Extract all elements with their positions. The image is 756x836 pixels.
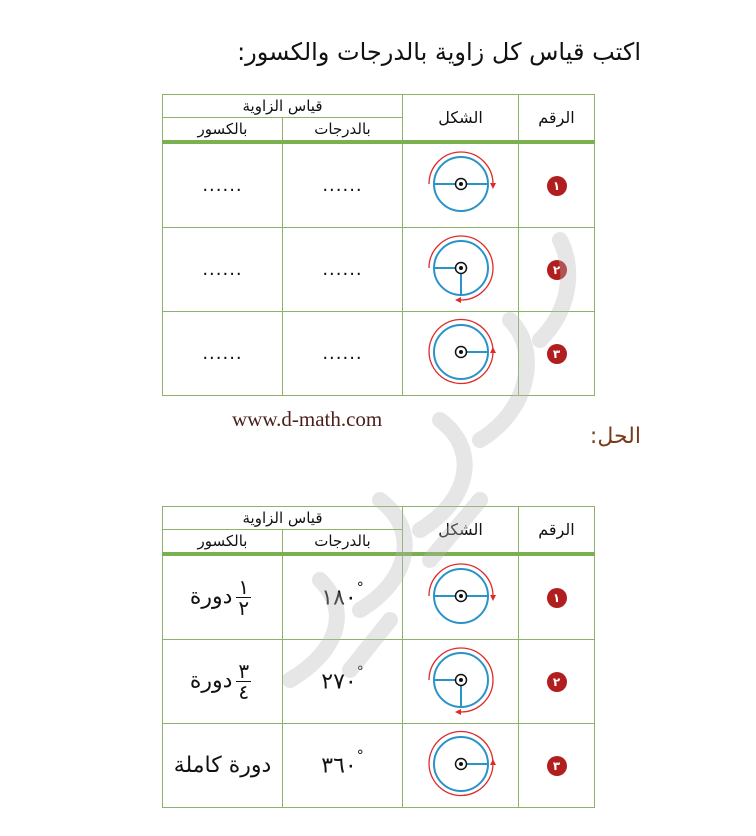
angle-figure [403, 142, 519, 228]
row-number-badge: ٢ [547, 672, 567, 692]
angle-figure [403, 724, 519, 808]
half-turn-icon [421, 149, 501, 219]
half-turn-icon [421, 561, 501, 631]
row-number-badge: ٣ [547, 344, 567, 364]
fraction-answer: دورة كاملة [163, 724, 283, 808]
header-angle-measure: قياس الزاوية [163, 507, 403, 530]
table-row [163, 312, 595, 396]
table-row [163, 640, 595, 724]
fraction-blank: ...... [163, 142, 283, 228]
three-quarter-turn-icon [421, 233, 501, 303]
header-shape: الشكل [403, 507, 519, 555]
exercise-table [162, 94, 595, 396]
row-number-badge: ٣ [547, 756, 567, 776]
table-row [163, 142, 595, 228]
angle-figure [403, 554, 519, 640]
row-number-badge: ١ [547, 176, 567, 196]
header-fractions: بالكسور [163, 118, 283, 143]
table-row [163, 554, 595, 640]
header-number: الرقم [519, 95, 595, 143]
turn-word: دورة [189, 584, 233, 610]
fraction-value: $\frac{٣}{٤}$ [238, 659, 250, 704]
full-turn-icon [421, 317, 501, 387]
angle-figure [403, 228, 519, 312]
degree-symbol: ° [356, 580, 364, 597]
angle-figure [403, 640, 519, 724]
exercise-title: اكتب قياس كل زاوية بالدرجات والكسور: [237, 38, 641, 66]
row-number-badge: ٢ [547, 260, 567, 280]
table-row [163, 724, 595, 808]
header-number: الرقم [519, 507, 595, 555]
fraction-blank: ...... [163, 312, 283, 396]
table-row [163, 228, 595, 312]
degrees-answer: ٢٧٠° [283, 640, 403, 724]
fraction-answer [163, 640, 283, 724]
full-turn-icon [421, 729, 501, 799]
header-degrees: بالدرجات [283, 118, 403, 143]
degree-symbol: ° [356, 664, 364, 681]
fraction-value: $\frac{١}{٢}$ [238, 575, 250, 620]
degrees-answer: ٣٦٠° [283, 724, 403, 808]
degrees-blank: ...... [283, 312, 403, 396]
header-degrees: بالدرجات [283, 530, 403, 555]
turn-word: دورة [189, 668, 233, 694]
header-fractions: بالكسور [163, 530, 283, 555]
solution-table [162, 506, 595, 808]
degrees-blank: ...... [283, 228, 403, 312]
three-quarter-turn-icon [421, 645, 501, 715]
row-number-badge: ١ [547, 588, 567, 608]
website-link[interactable]: www.d-math.com [232, 407, 383, 431]
angle-figure [403, 312, 519, 396]
degrees-answer: ١٨٠° [283, 554, 403, 640]
degree-symbol: ° [356, 748, 364, 765]
header-shape: الشكل [403, 95, 519, 143]
fraction-blank: ...... [163, 228, 283, 312]
fraction-answer [163, 554, 283, 640]
solution-label: الحل: [589, 424, 641, 449]
header-angle-measure: قياس الزاوية [163, 95, 403, 118]
degrees-blank: ...... [283, 142, 403, 228]
